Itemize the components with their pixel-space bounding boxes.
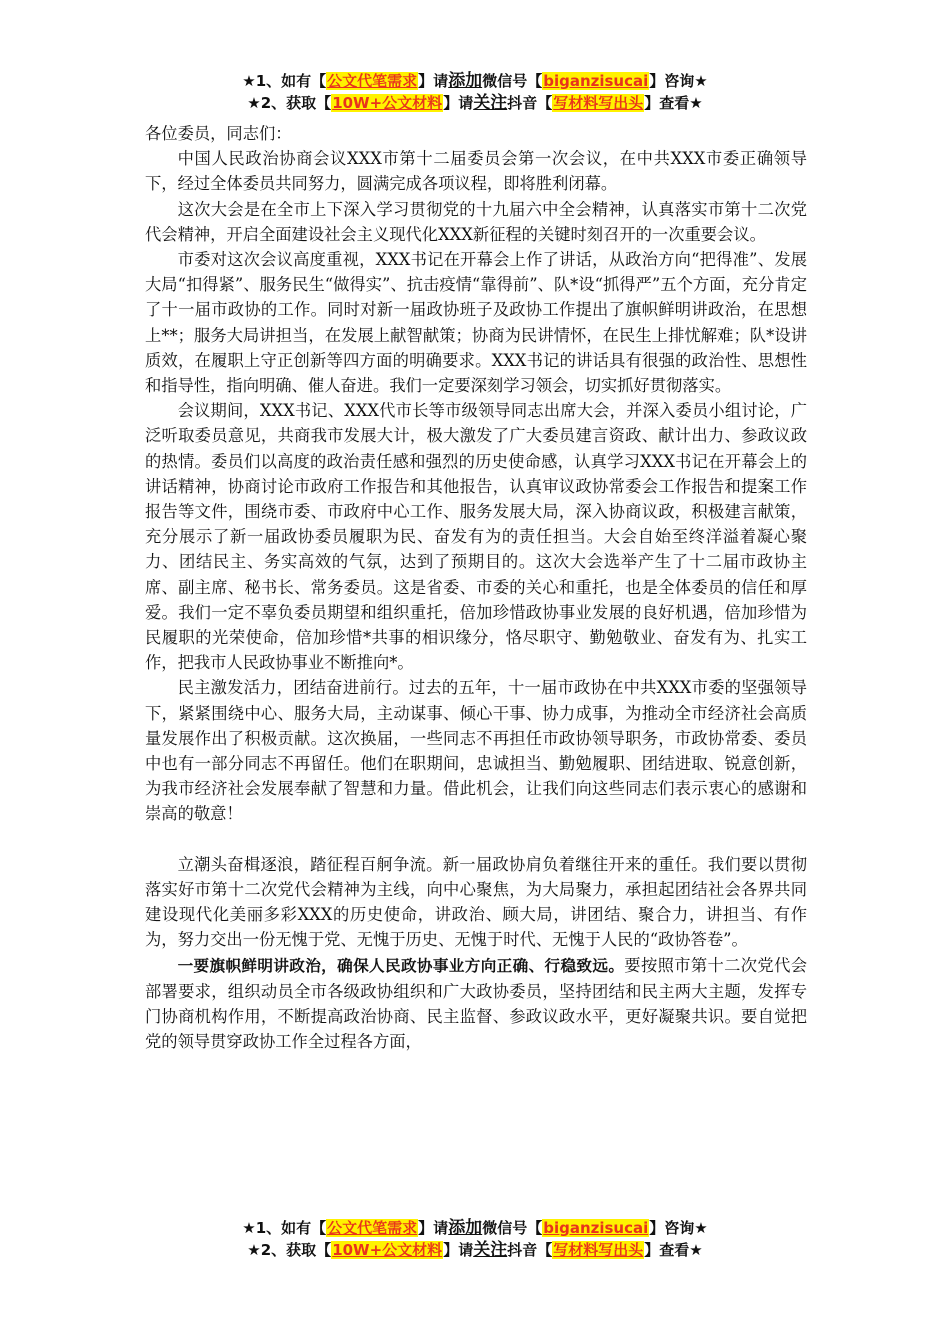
salutation: 各位委员，同志们： [145, 124, 292, 143]
banner-highlight: 公文代笔需求 [327, 1219, 418, 1237]
banner-text: ★1、如有【 [242, 1219, 327, 1237]
paragraph: 会议期间，XXX书记、XXX代市长等市级领导同志出席大会，并深入委员小组讨论，广泛听取委员意见，共商我市发展大计，极大激发了广大委员建言资政、献计出力、参政议政的热情。委员们以高度的政治责任感和强烈的历史使命感，认真学习XXX书记在开幕会上的讲话精神，协商讨论市政府工作报告和其他报告，认真审议政协常委会工作报告和提案工作报告等文件，围绕市委、市政府中心工作、服务发展大局，深入协商议政，积极建言献策，充分展示了新一届政协委员履职为民、奋发有为的责任担当。大会自始至终洋溢着凝心聚力、团结民主、务实高效的气氛，达到了预期目的。这次大会选举产生了十二届市政协主席、副主席、秘书长、常务委员。这是省委、市委的关心和重托，也是全体委员的信任和厚爱。我们一定不辜负委员期望和组织重托，倍加珍惜政协事业发展的良好机遇，倍加珍惜为民履职的光荣使命，倍加珍惜*共事的相识缘分，恪尽职守、勤勉敬业、奋发有为、扎实工作，把我市人民政协事业不断推向*。 [145, 401, 807, 673]
banner-highlight: 写材料写出头 [553, 94, 644, 112]
banner-text: 】请 [418, 1219, 449, 1237]
paragraph-heading: 一要旗帜鲜明讲政治，确保人民政协事业方向正确、行稳致远。 [177, 956, 625, 975]
banner-text: 】查看★ [644, 1241, 703, 1259]
banner-text: 抖音【 [507, 1241, 553, 1259]
banner-highlight: 公文代笔需求 [327, 72, 418, 90]
header-banner [0, 70, 950, 114]
paragraph: 立潮头奋楫逐浪，踏征程百舸争流。新一届政协肩负着继往开来的重任。我们要以贯彻落实好市第十二次党代会精神为主线，向中心聚焦，为大局聚力，承担起团结社会各界共同建设现代化美丽多彩XXX的历史使命，讲政治、顾大局，讲团结、聚合力，讲担当、有作为，努力交出一份无愧于党、无愧于历史、无愧于时代、无愧于人民的“政协答卷”。 [145, 854, 807, 950]
paragraph-text: 要按照市第十二次党代会部署要求，组织动员全市各级政协组织和广大政协委员，坚持团结和民主两大主题，发挥专门协商机构作用，不断提高政治协商、民主监督、参政议政水平，更好凝聚共识。要自觉把党的领导贯穿政协工作全过程各方面， [145, 955, 807, 1052]
paragraph: 这次大会是在全市上下深入学习贯彻党的十九届六中全会精神，认真落实市第十二次党代会精神，开启全面建设社会主义现代化XXX新征程的关键时刻召开的一次重要会议。 [145, 199, 807, 244]
banner-highlight: biganzisucai [543, 1219, 649, 1237]
document-body [145, 121, 807, 1054]
banner-text: 】请 [443, 94, 474, 112]
banner-text: 】咨询★ [649, 72, 708, 90]
banner-text: 微信号【 [482, 72, 543, 90]
banner-line-2 [0, 92, 950, 114]
banner-text: 微信号【 [482, 1219, 543, 1237]
paragraph: 中国人民政治协商会议XXX市第十二届委员会第一次会议，在中共XXX市委正确领导下，经过全体委员共同努力，圆满完成各项议程，即将胜利闭幕。 [145, 149, 807, 194]
banner-text: 】请 [443, 1241, 474, 1259]
banner-emphasis: 添加 [448, 71, 483, 91]
banner-text: ★2、获取【 [247, 1241, 332, 1259]
paragraph [145, 953, 807, 1055]
banner-text: ★2、获取【 [247, 94, 332, 112]
paragraph: 市委对这次会议高度重视，XXX书记在开幕会上作了讲话，从政治方向“把得准”、发展大局“扣得紧”、服务民生“做得实”、抗击疫情“靠得前”、队*设“抓得严”五个方面，充分肯定了十一届市政协的工作。同时对新一届政协班子及政协工作提出了旗帜鲜明讲政治，在思想上**；服务大局讲担当，在发展上献智献策；协商为民讲情怀，在民生上排忧解难；队*设讲质效，在履职上守正创新等四方面的明确要求。XXX书记的讲话具有很强的政治性、思想性和指导性，指向明确、催人奋进。我们一定要深刻学习领会，切实抓好贯彻落实。 [145, 250, 807, 396]
banner-highlight: biganzisucai [543, 72, 649, 90]
banner-highlight: 10W+公文材料 [332, 1241, 443, 1259]
banner-emphasis: 添加 [448, 1218, 483, 1238]
banner-text: ★1、如有【 [242, 72, 327, 90]
banner-text: 抖音【 [507, 94, 553, 112]
banner-highlight: 10W+公文材料 [332, 94, 443, 112]
banner-emphasis: 关注 [473, 1240, 508, 1260]
banner-text: 】查看★ [644, 94, 703, 112]
footer-banner [0, 1217, 950, 1261]
banner-line-1 [0, 1217, 950, 1239]
banner-emphasis: 关注 [473, 93, 508, 113]
banner-line-1 [0, 70, 950, 92]
banner-text: 】请 [418, 72, 449, 90]
paragraph: 民主激发活力，团结奋进前行。过去的五年，十一届市政协在中共XXX市委的坚强领导下，紧紧围绕中心、服务大局，主动谋事、倾心干事、协力成事，为推动全市经济社会高质量发展作出了积极贡献。这次换届，一些同志不再担任市政协领导职务，市政协常委、委员中也有一部分同志不再留任。他们在职期间，忠诚担当、勤勉履职、团结进取、锐意创新，为我市经济社会发展奉献了智慧和力量。借此机会，让我们向这些同志们表示衷心的感谢和崇高的敬意！ [145, 678, 807, 824]
banner-highlight: 写材料写出头 [553, 1241, 644, 1259]
banner-text: 】咨询★ [649, 1219, 708, 1237]
banner-line-2 [0, 1239, 950, 1261]
